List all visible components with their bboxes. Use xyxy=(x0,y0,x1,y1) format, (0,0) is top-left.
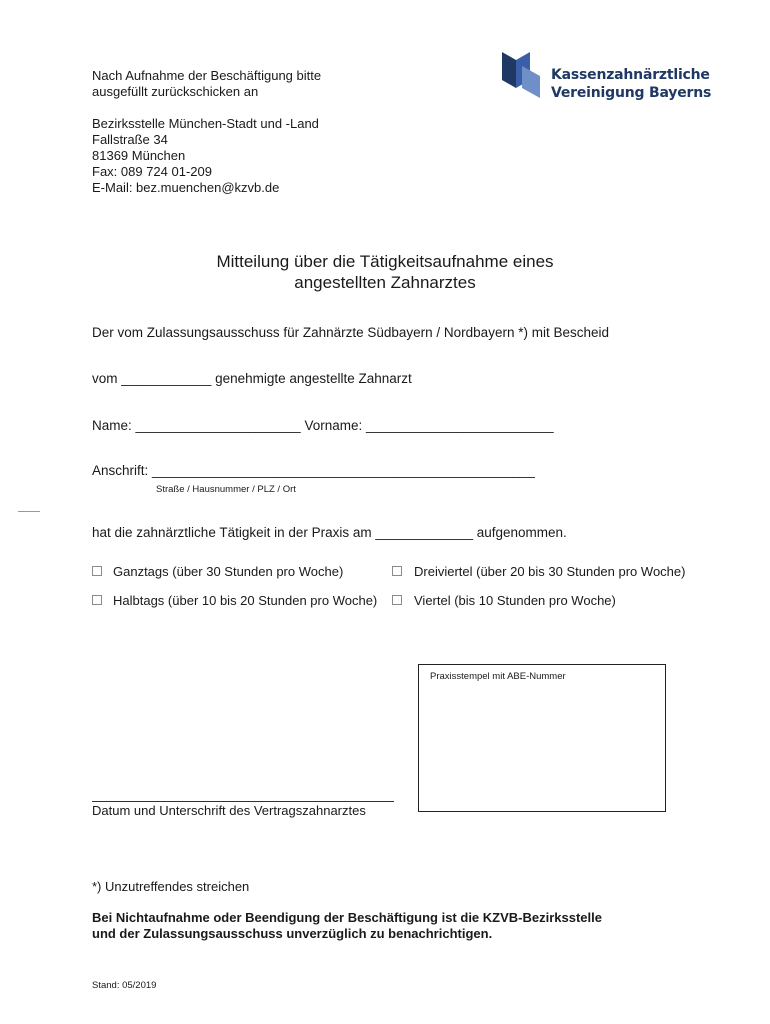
logo-line: Kassenzahnärztliche xyxy=(551,67,710,83)
option-label: Dreiviertel (über 20 bis 30 Stunden pro Woche) xyxy=(414,564,686,579)
version-stamp: Stand: 05/2019 xyxy=(92,980,157,991)
fold-mark xyxy=(18,511,40,512)
address-hint: Straße / Hausnummer / PLZ / Ort xyxy=(156,484,296,495)
return-note-line: Nach Aufnahme der Beschäftigung bitte xyxy=(92,68,322,83)
title-line: Mitteilung über die Tätigkeitsaufnahme eines xyxy=(216,252,554,271)
recipient-address xyxy=(92,116,319,196)
document-title xyxy=(0,251,770,293)
warning-line: und der Zulassungsausschuss unverzüglich zu benachrichtigen. xyxy=(92,926,493,941)
logo-line: Vereinigung Bayerns xyxy=(551,85,712,101)
option-label: Ganztags (über 30 Stunden pro Woche) xyxy=(113,564,344,579)
address-line: Fax: 089 724 01-209 xyxy=(92,164,212,179)
checkbox-dreiviertel[interactable] xyxy=(392,566,402,576)
warning-line: Bei Nichtaufnahme oder Beendigung der Beschäftigung ist die KZVB-Bezirksstelle xyxy=(92,910,602,925)
address-line: 81369 München xyxy=(92,148,186,163)
return-note-line: ausgefüllt zurückschicken an xyxy=(92,84,259,99)
checkbox-halbtags[interactable] xyxy=(92,595,102,605)
notification-warning xyxy=(92,910,602,942)
address-field[interactable]: Anschrift: ___________________________________________________ xyxy=(92,463,535,478)
checkbox-viertel[interactable] xyxy=(392,595,402,605)
start-date-field[interactable]: hat die zahnärztliche Tätigkeit in der Praxis am _____________ aufgenommen. xyxy=(92,525,567,540)
signature-line[interactable] xyxy=(92,801,394,802)
name-field[interactable]: Name: ______________________ Vorname: _________________________ xyxy=(92,418,554,433)
practice-stamp-box[interactable] xyxy=(418,664,666,812)
footnote: *) Unzutreffendes streichen xyxy=(92,879,250,894)
option-label: Halbtags (über 10 bis 20 Stunden pro Woche) xyxy=(113,593,378,608)
checkbox-ganztags[interactable] xyxy=(92,566,102,576)
approval-date-field[interactable]: vom ____________ genehmigte angestellte Zahnarzt xyxy=(92,371,412,386)
logo-wordmark xyxy=(551,66,711,102)
signature-label: Datum und Unterschrift des Vertragszahnarztes xyxy=(92,803,366,818)
address-line: Bezirksstelle München-Stadt und -Land xyxy=(92,116,319,131)
kzvb-logo-icon xyxy=(500,48,544,100)
intro-text: Der vom Zulassungsausschuss für Zahnärzte Südbayern / Nordbayern *) mit Bescheid xyxy=(92,325,609,340)
title-line: angestellten Zahnarztes xyxy=(294,273,476,292)
return-note xyxy=(92,68,321,100)
address-line: Fallstraße 34 xyxy=(92,132,168,147)
stamp-label: Praxisstempel mit ABE-Nummer xyxy=(430,671,566,682)
option-label: Viertel (bis 10 Stunden pro Woche) xyxy=(414,593,616,608)
address-line: E-Mail: bez.muenchen@kzvb.de xyxy=(92,180,280,195)
